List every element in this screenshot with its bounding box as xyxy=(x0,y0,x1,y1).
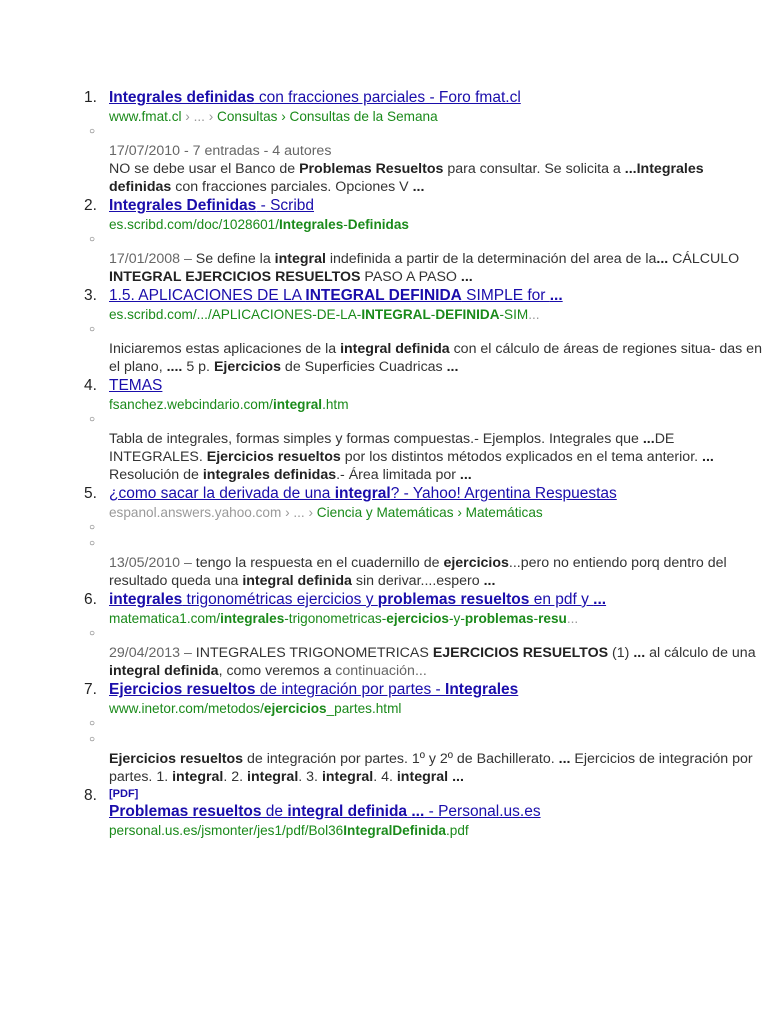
result-title-link[interactable] xyxy=(109,484,768,504)
search-result xyxy=(0,88,768,196)
snippet-segment: ... xyxy=(459,467,472,483)
list-bullet xyxy=(89,414,768,430)
results-list xyxy=(0,88,768,840)
url-segment: - xyxy=(430,307,436,322)
snippet-segment: , como veremos a xyxy=(218,663,336,679)
url-segment: INTEGRAL xyxy=(361,307,431,322)
url-segment: ejercicios xyxy=(386,611,449,626)
circle-bullet-icon: ○ xyxy=(89,126,96,137)
snippet-segment: PASO A PASO xyxy=(360,269,461,285)
title-segment: SIMPLE for xyxy=(461,287,550,304)
url-segment: -SIM xyxy=(499,307,529,322)
url-segment: integral xyxy=(272,397,323,412)
snippet-segment: con el cálculo de áreas de regiones situa- das en el plano, xyxy=(109,341,762,375)
snippet-segment: integral definida xyxy=(242,573,352,589)
result-number: 2. xyxy=(84,197,97,214)
snippet-segment: sin derivar....espero xyxy=(351,573,484,589)
title-segment: Integrales definidas xyxy=(109,89,255,106)
result-number: 3. xyxy=(84,287,97,304)
snippet-segment: 17/07/2010 - 7 entradas - 4 autores xyxy=(109,143,332,159)
url-segment: matematica1.com/ xyxy=(109,611,221,626)
title-segment: en pdf y xyxy=(529,591,594,608)
snippet-segment: 5 p. xyxy=(182,359,214,375)
title-segment: Integrales Definidas xyxy=(109,197,257,214)
title-segment: problemas resueltos xyxy=(377,591,530,608)
circle-bullet-icon: ○ xyxy=(89,538,96,549)
list-bullet xyxy=(89,324,768,340)
search-result xyxy=(0,484,768,590)
result-url[interactable] xyxy=(109,108,768,126)
url-segment: _partes.html xyxy=(326,701,402,716)
title-segment: ¿como sacar la derivada de una xyxy=(109,485,335,502)
title-segment: Ejercicios resueltos xyxy=(109,681,256,698)
result-title-link[interactable] xyxy=(109,196,768,216)
snippet-segment: ... xyxy=(483,573,496,589)
title-segment: - Personal.us.es xyxy=(424,803,541,820)
circle-bullet-icon: ○ xyxy=(89,234,96,245)
snippet-segment: ... xyxy=(702,449,714,465)
snippet-segment: ...pero no entiendo porq dentro del resultado queda una xyxy=(109,555,727,589)
snippet-segment: ... xyxy=(633,645,646,661)
list-bullet xyxy=(89,538,768,554)
list-bullet xyxy=(89,628,768,644)
snippet-segment: .... xyxy=(166,359,183,375)
result-url[interactable] xyxy=(109,822,768,840)
snippet-segment: CÁLCULO xyxy=(668,251,740,267)
result-title-link[interactable] xyxy=(109,802,768,822)
snippet-segment: tengo la respuesta en el cuadernillo de xyxy=(195,555,444,571)
url-segment: -y- xyxy=(449,611,465,626)
url-segment: integrales xyxy=(220,611,285,626)
snippet-segment: por los distintos métodos explicados en el tema anterior. xyxy=(340,449,703,465)
result-url[interactable] xyxy=(109,504,768,522)
search-result xyxy=(0,376,768,484)
title-segment: con fracciones parciales - Foro fmat.cl xyxy=(254,89,521,106)
title-segment: integral definida xyxy=(287,803,408,820)
snippet-segment: Ejercicios xyxy=(213,359,281,375)
list-bullet xyxy=(89,734,768,750)
snippet-segment: Ejercicios resueltos xyxy=(206,449,341,465)
snippet-segment: EJERCICIOS RESUELTOS xyxy=(432,645,609,661)
snippet-segment: INTEGRALES TRIGONOMETRICAS xyxy=(195,645,433,661)
url-segment: .htm xyxy=(322,397,349,412)
snippet-segment: ... xyxy=(642,431,655,447)
url-segment: fsanchez.webcindario.com/ xyxy=(109,397,273,412)
snippet-segment: al cálculo de una xyxy=(645,645,756,661)
url-segment: Integrales xyxy=(279,217,344,232)
url-segment: ... xyxy=(566,611,579,626)
result-url[interactable] xyxy=(109,610,768,628)
search-result xyxy=(0,286,768,376)
circle-bullet-icon: ○ xyxy=(89,734,96,745)
title-segment: trigonométricas ejercicios y xyxy=(182,591,378,608)
url-segment: personal.us.es/jsmonter/jes1/pdf/Bol36 xyxy=(109,823,344,838)
result-title-link[interactable] xyxy=(109,286,768,306)
snippet-segment: Ejercicios de integración por partes. 1. xyxy=(109,751,753,785)
snippet-segment: integral xyxy=(396,769,449,785)
url-segment: DEFINIDA xyxy=(435,307,500,322)
list-bullet xyxy=(89,126,768,142)
snippet-segment: integral xyxy=(247,769,299,785)
result-number: 1. xyxy=(84,89,97,106)
title-segment: de integración por partes - xyxy=(255,681,446,698)
snippet-segment: Iniciaremos estas aplicaciones de la xyxy=(109,341,341,357)
list-bullet xyxy=(89,718,768,734)
title-segment: integral xyxy=(334,485,391,502)
url-segment: www.inetor.com/metodos/ xyxy=(109,701,264,716)
url-segment: Definidas xyxy=(347,217,409,232)
url-segment: espanol.answers.yahoo.com xyxy=(109,505,282,520)
pdf-tag: [PDF] xyxy=(109,788,139,800)
search-result xyxy=(0,786,768,840)
title-segment: Problemas resueltos xyxy=(109,803,262,820)
url-segment: - xyxy=(343,217,348,232)
title-segment: ... xyxy=(593,591,607,608)
snippet-segment: Problemas Resueltos xyxy=(299,161,444,177)
snippet-segment: (1) xyxy=(608,645,634,661)
result-snippet xyxy=(109,554,768,590)
url-segment: .pdf xyxy=(445,823,469,838)
title-segment: ... xyxy=(411,803,425,820)
snippet-segment: INTEGRAL EJERCICIOS RESUELTOS xyxy=(109,269,361,285)
snippet-segment: ejercicios xyxy=(443,555,509,571)
result-snippet xyxy=(109,750,768,786)
search-result xyxy=(0,680,768,786)
snippet-segment: ... xyxy=(412,179,425,195)
result-number: 4. xyxy=(84,377,97,394)
result-snippet xyxy=(109,250,768,286)
snippet-segment: 13/05/2010 – xyxy=(109,555,196,571)
result-snippet xyxy=(109,430,768,484)
snippet-segment: DE INTEGRALES. xyxy=(109,431,675,465)
result-number: 7. xyxy=(84,681,97,698)
snippet-segment: . 3. xyxy=(298,769,322,785)
url-segment: -trigonometricas- xyxy=(284,611,387,626)
result-url[interactable] xyxy=(109,396,768,414)
snippet-segment: .- Área limitada por xyxy=(336,467,460,483)
snippet-segment: integral xyxy=(274,251,326,267)
result-title-link[interactable] xyxy=(109,680,768,700)
snippet-segment: NO se debe usar el Banco de xyxy=(109,161,300,177)
url-segment: Ciencia y Matemáticas › Matemáticas xyxy=(316,505,543,520)
snippet-segment: . 2. xyxy=(223,769,248,785)
snippet-segment: ... xyxy=(460,269,473,285)
url-segment: problemas xyxy=(464,611,534,626)
snippet-segment: ...Integrales definidas xyxy=(109,161,704,195)
result-url[interactable] xyxy=(109,306,768,324)
circle-bullet-icon: ○ xyxy=(89,522,96,533)
result-snippet xyxy=(109,142,768,196)
result-number: 6. xyxy=(84,591,97,608)
search-result xyxy=(0,590,768,680)
result-title-link[interactable] xyxy=(109,88,768,108)
snippet-segment: integral xyxy=(172,769,224,785)
title-segment: ? - Yahoo! Argentina Respuestas xyxy=(390,485,617,502)
url-segment: › ... › xyxy=(181,109,218,124)
title-segment: Integrales xyxy=(445,681,519,698)
snippet-segment: para consultar. Se solicita a xyxy=(443,161,625,177)
title-segment: - Scribd xyxy=(256,197,315,214)
result-number: 5. xyxy=(84,485,97,502)
snippet-segment: indefinida a partir de la determinación del area de la xyxy=(325,251,657,267)
result-url[interactable] xyxy=(109,216,768,234)
url-segment: IntegralDefinida xyxy=(343,823,446,838)
title-segment: TEMAS xyxy=(109,377,163,394)
snippet-segment: continuación... xyxy=(335,663,427,679)
circle-bullet-icon: ○ xyxy=(89,628,96,639)
url-segment: es.scribd.com/.../APLICACIONES-DE-LA- xyxy=(109,307,362,322)
search-result xyxy=(0,196,768,286)
list-bullet xyxy=(89,234,768,250)
result-title-link[interactable] xyxy=(109,376,768,396)
snippet-segment: de integración por partes. 1º y 2º de Bachillerato. xyxy=(243,751,559,767)
title-segment: integrales xyxy=(109,591,183,608)
snippet-segment: de Superficies Cuadricas xyxy=(280,359,447,375)
title-segment: de xyxy=(261,803,288,820)
snippet-segment: Ejercicios resueltos xyxy=(109,751,244,767)
snippet-segment: ... xyxy=(446,359,459,375)
url-segment: ejercicios xyxy=(263,701,327,716)
result-snippet xyxy=(109,644,768,680)
result-title-link[interactable] xyxy=(109,590,768,610)
url-segment: Consultas › Consultas de la Semana xyxy=(217,109,438,124)
snippet-segment: ... xyxy=(656,251,669,267)
url-segment: › ... › xyxy=(281,505,317,520)
snippet-segment: integrales definidas xyxy=(202,467,337,483)
snippet-segment: Resolución de xyxy=(109,467,203,483)
snippet-segment: Se define la xyxy=(195,251,275,267)
circle-bullet-icon: ○ xyxy=(89,414,96,425)
result-number: 8. xyxy=(84,787,97,804)
url-segment: ... xyxy=(528,307,540,322)
title-segment: INTEGRAL DEFINIDA xyxy=(305,287,462,304)
snippet-segment: con fracciones parciales. Opciones V xyxy=(171,179,413,195)
title-segment: ... xyxy=(549,287,563,304)
url-segment: resu xyxy=(538,611,567,626)
snippet-segment: 29/04/2013 – xyxy=(109,645,196,661)
snippet-segment: integral definida xyxy=(340,341,450,357)
result-url[interactable] xyxy=(109,700,768,718)
snippet-segment: . 4. xyxy=(373,769,397,785)
result-snippet xyxy=(109,340,768,376)
title-segment: 1.5. APLICACIONES DE LA xyxy=(109,287,306,304)
circle-bullet-icon: ○ xyxy=(89,718,96,729)
snippet-segment: ... xyxy=(452,769,464,785)
circle-bullet-icon: ○ xyxy=(89,324,96,335)
url-segment: es.scribd.com/doc/1028601/ xyxy=(109,217,280,232)
url-segment: - xyxy=(533,611,539,626)
snippet-segment: ... xyxy=(558,751,571,767)
list-bullet xyxy=(89,522,768,538)
snippet-segment: integral definida xyxy=(109,663,219,679)
snippet-segment: integral xyxy=(321,769,374,785)
url-segment: www.fmat.cl xyxy=(109,109,182,124)
snippet-segment: 17/01/2008 – xyxy=(109,251,196,267)
snippet-segment: Tabla de integrales, formas simples y formas compuestas.- Ejemplos. Integrales que xyxy=(109,431,643,447)
